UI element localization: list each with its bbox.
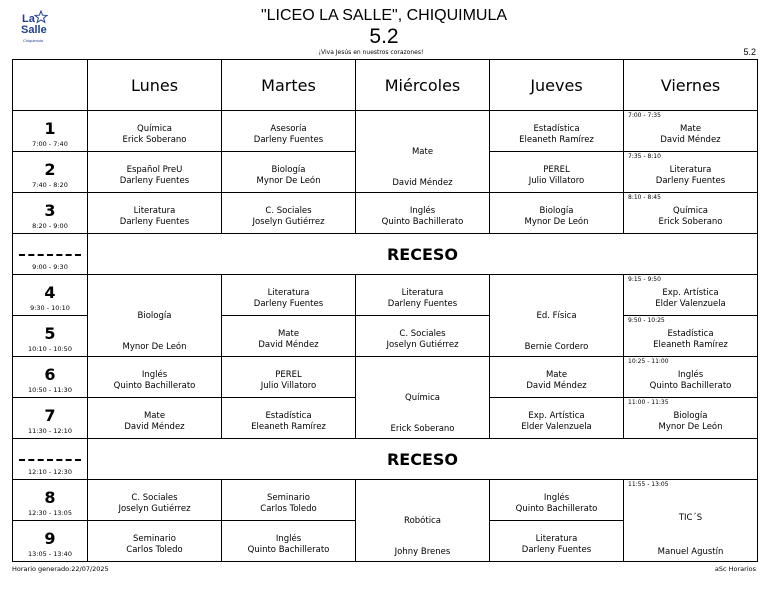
lesson-jueves-8[interactable]	[489, 479, 624, 521]
lesson-martes-2[interactable]	[221, 151, 356, 193]
lesson-teacher: Julio Villatoro	[528, 176, 585, 186]
lesson-subject: Inglés	[677, 370, 704, 380]
lesson-teacher: Eleaneth Ramírez	[519, 135, 594, 145]
lesson-subject: Mate	[545, 370, 568, 380]
period-number: 2	[44, 160, 56, 179]
day-header-lunes: Lunes	[87, 59, 222, 111]
lesson-subject: Mate	[411, 147, 434, 157]
motto: ¡Viva Jesús en nuestros corazones!	[318, 49, 424, 56]
lesson-teacher: Darleny Fuentes	[253, 135, 324, 145]
lesson-jueves-7[interactable]	[489, 397, 624, 439]
break-1-label	[12, 233, 88, 275]
period-2	[12, 151, 88, 193]
lesson-time: 9:50 - 10:25	[628, 317, 665, 324]
break-time: 12:10 - 12:30	[28, 468, 72, 476]
lesson-subject: Exp. Artística	[662, 288, 719, 298]
lesson-martes-3[interactable]	[221, 192, 356, 234]
lesson-jueves-3[interactable]	[489, 192, 624, 234]
lesson-teacher: Quinto Bachillerato	[515, 504, 598, 514]
lesson-lunes-7[interactable]	[87, 397, 222, 439]
day-header-martes: Martes	[221, 59, 356, 111]
period-number: 4	[44, 283, 56, 302]
period-time: 10:10 - 10:50	[28, 345, 72, 353]
corner-cell	[12, 59, 88, 111]
school-title: "LICEO LA SALLE", CHIQUIMULA	[260, 7, 508, 24]
period-7	[12, 397, 88, 439]
lesson-viernes-1[interactable]	[623, 110, 758, 152]
lesson-subject: Literatura	[267, 288, 310, 298]
lesson-subject: Inglés	[543, 493, 570, 503]
period-number: 5	[44, 324, 56, 343]
lesson-subject: Inglés	[141, 370, 168, 380]
lesson-subject: Mate	[679, 124, 702, 134]
lesson-subject: C. Sociales	[131, 493, 178, 503]
lesson-viernes-3[interactable]	[623, 192, 758, 234]
lesson-teacher: Eleaneth Ramírez	[251, 422, 326, 432]
lesson-teacher: Elder Valenzuela	[655, 299, 726, 309]
lesson-lunes-3[interactable]	[87, 192, 222, 234]
lesson-subject: Mate	[277, 329, 300, 339]
lesson-teacher: Quinto Bachillerato	[247, 545, 330, 555]
lesson-teacher: Mynor De León	[658, 422, 723, 432]
lesson-jueves-1[interactable]	[489, 110, 624, 152]
lesson-teacher: Eleaneth Ramírez	[653, 340, 728, 350]
lesson-lunes-8[interactable]	[87, 479, 222, 521]
lesson-time: 8:10 - 8:45	[628, 194, 661, 201]
lesson-viernes-7[interactable]	[623, 397, 758, 439]
day-header-jueves: Jueves	[489, 59, 624, 111]
lesson-teacher: Quinto Bachillerato	[113, 381, 196, 391]
lesson-teacher: Mynor De León	[256, 176, 321, 186]
break-dashes	[19, 254, 81, 256]
period-6	[12, 356, 88, 398]
lesson-lunes-2[interactable]	[87, 151, 222, 193]
period-1	[12, 110, 88, 152]
logo-line2: Salle	[21, 24, 47, 36]
lesson-teacher: Manuel Agustín	[657, 547, 724, 557]
lesson-time: 9:15 - 9:50	[628, 276, 661, 283]
lesson-viernes-5[interactable]	[623, 315, 758, 357]
lesson-subject: Asesoría	[270, 124, 307, 134]
lesson-subject: Biología	[539, 206, 574, 216]
lesson-teacher: Quinto Bachillerato	[649, 381, 732, 391]
period-number: 9	[44, 529, 56, 548]
period-time: 13:05 - 13:40	[28, 550, 72, 558]
lesson-teacher: Joselyn Gutiérrez	[252, 217, 325, 227]
lesson-teacher: Carlos Toledo	[126, 545, 183, 555]
lesson-martes-7[interactable]	[221, 397, 356, 439]
lesson-time: 10:25 - 11:00	[628, 358, 669, 365]
lesson-miercoles-1-2[interactable]	[355, 110, 490, 193]
lesson-teacher: David Méndez	[124, 422, 185, 432]
lesson-teacher: Darleny Fuentes	[387, 299, 458, 309]
lesson-teacher: Mynor De León	[524, 217, 589, 227]
period-time: 8:20 - 9:00	[32, 222, 68, 230]
lesson-subject: Inglés	[275, 534, 302, 544]
lesson-time: 11:00 - 11:35	[628, 399, 669, 406]
period-number: 7	[44, 406, 56, 425]
period-number: 3	[44, 201, 56, 220]
break-dashes	[19, 459, 81, 461]
lesson-martes-6[interactable]	[221, 356, 356, 398]
period-8	[12, 479, 88, 521]
lesson-viernes-8-9[interactable]	[623, 479, 758, 562]
lesson-subject: TIC´S	[678, 513, 703, 523]
lesson-subject: Literatura	[535, 534, 578, 544]
period-3	[12, 192, 88, 234]
lesson-lunes-6[interactable]	[87, 356, 222, 398]
lesson-teacher: Erick Soberano	[658, 217, 723, 227]
lesson-miercoles-4[interactable]	[355, 274, 490, 316]
lesson-teacher: Carlos Toledo	[260, 504, 317, 514]
lesson-subject: C. Sociales	[399, 329, 446, 339]
lesson-subject: Mate	[143, 411, 166, 421]
period-time: 7:40 - 8:20	[32, 181, 68, 189]
lesson-teacher: Erick Soberano	[122, 135, 187, 145]
lesson-subject: Estadística	[667, 329, 714, 339]
lesson-subject: Literatura	[133, 206, 176, 216]
lesson-lunes-9[interactable]	[87, 520, 222, 562]
period-5	[12, 315, 88, 357]
break-time: 9:00 - 9:30	[32, 263, 68, 271]
lesson-teacher: Quinto Bachillerato	[381, 217, 464, 227]
lesson-subject: Español PreU	[126, 165, 183, 175]
lesson-jueves-4-5[interactable]	[489, 274, 624, 357]
logo-line3: Chiquimula	[23, 38, 44, 43]
program-name: aSc Horarios	[714, 565, 756, 573]
class-code-right: 5.2	[743, 47, 756, 57]
lesson-subject: PEREL	[275, 370, 302, 380]
lesson-subject: Inglés	[409, 206, 436, 216]
lesson-martes-5[interactable]	[221, 315, 356, 357]
lesson-subject: Seminario	[133, 534, 176, 544]
lesson-subject: Seminario	[267, 493, 310, 503]
lesson-teacher: Darleny Fuentes	[119, 217, 190, 227]
lesson-teacher: David Méndez	[660, 135, 721, 145]
lesson-subject: Ed. Física	[536, 311, 577, 321]
lesson-viernes-4[interactable]	[623, 274, 758, 316]
period-time: 11:30 - 12:10	[28, 427, 72, 435]
lesson-teacher: David Méndez	[392, 178, 453, 188]
day-header-miercoles: Miércoles	[355, 59, 490, 111]
lesson-teacher: Darleny Fuentes	[253, 299, 324, 309]
lesson-jueves-9[interactable]	[489, 520, 624, 562]
lesson-teacher: Elder Valenzuela	[521, 422, 592, 432]
period-number: 1	[44, 119, 56, 138]
lesson-viernes-6[interactable]	[623, 356, 758, 398]
lesson-lunes-4-5[interactable]	[87, 274, 222, 357]
lesson-teacher: Bernie Cordero	[524, 342, 589, 352]
period-4	[12, 274, 88, 316]
lesson-martes-1[interactable]	[221, 110, 356, 152]
lesson-viernes-2[interactable]	[623, 151, 758, 193]
lesson-subject: Biología	[271, 165, 306, 175]
lesson-teacher: David Méndez	[526, 381, 587, 391]
lesson-martes-4[interactable]	[221, 274, 356, 316]
lesson-teacher: Darleny Fuentes	[655, 176, 726, 186]
lesson-subject: Biología	[137, 311, 172, 321]
lesson-lunes-1[interactable]	[87, 110, 222, 152]
lesson-subject: Biología	[673, 411, 708, 421]
lesson-teacher: Joselyn Gutiérrez	[386, 340, 459, 350]
lesson-time: 7:35 - 8:10	[628, 153, 661, 160]
period-time: 7:00 - 7:40	[32, 140, 68, 148]
break-1-row: RECESO	[87, 233, 758, 275]
lesson-subject: Exp. Artística	[528, 411, 585, 421]
lesson-miercoles-6-7[interactable]	[355, 356, 490, 439]
lesson-subject: Química	[405, 393, 440, 403]
lesson-teacher: Darleny Fuentes	[521, 545, 592, 555]
lesson-jueves-6[interactable]	[489, 356, 624, 398]
lesson-martes-8[interactable]	[221, 479, 356, 521]
day-header-viernes: Viernes	[623, 59, 758, 111]
lesson-subject: PEREL	[543, 165, 570, 175]
lesson-teacher: Joselyn Gutiérrez	[118, 504, 191, 514]
break-2-label	[12, 438, 88, 480]
period-time: 12:30 - 13:05	[28, 509, 72, 517]
lesson-teacher: Julio Villatoro	[260, 381, 317, 391]
lesson-teacher: Johny Brenes	[394, 547, 451, 557]
period-time: 9:30 - 10:10	[30, 304, 70, 312]
class-name: 5.2	[369, 25, 399, 48]
lesson-teacher: Erick Soberano	[390, 424, 455, 434]
lesson-subject: Estadística	[533, 124, 580, 134]
break-2-row: RECESO	[87, 438, 758, 480]
lesson-time: 11:55 - 13:05	[628, 481, 669, 488]
period-number: 8	[44, 488, 56, 507]
lesson-martes-9[interactable]	[221, 520, 356, 562]
lesson-teacher: David Méndez	[258, 340, 319, 350]
lesson-teacher: Darleny Fuentes	[119, 176, 190, 186]
lesson-subject: C. Sociales	[265, 206, 312, 216]
lesson-subject: Literatura	[669, 165, 712, 175]
lesson-subject: Robótica	[404, 516, 441, 526]
lesson-subject: Estadística	[265, 411, 312, 421]
lesson-miercoles-8-9[interactable]	[355, 479, 490, 562]
lesson-jueves-2[interactable]	[489, 151, 624, 193]
lesson-miercoles-5[interactable]	[355, 315, 490, 357]
logo-line1: La	[22, 13, 35, 25]
period-number: 6	[44, 365, 56, 384]
period-9	[12, 520, 88, 562]
period-time: 10:50 - 11:30	[28, 386, 72, 394]
generated-date: Horario generado:22/07/2025	[12, 565, 109, 573]
lesson-teacher: Mynor De León	[122, 342, 187, 352]
lesson-subject: Química	[673, 206, 708, 216]
lesson-time: 7:00 - 7:35	[628, 112, 661, 119]
lesson-miercoles-3[interactable]	[355, 192, 490, 234]
lesson-subject: Química	[137, 124, 172, 134]
lesson-subject: Literatura	[401, 288, 444, 298]
